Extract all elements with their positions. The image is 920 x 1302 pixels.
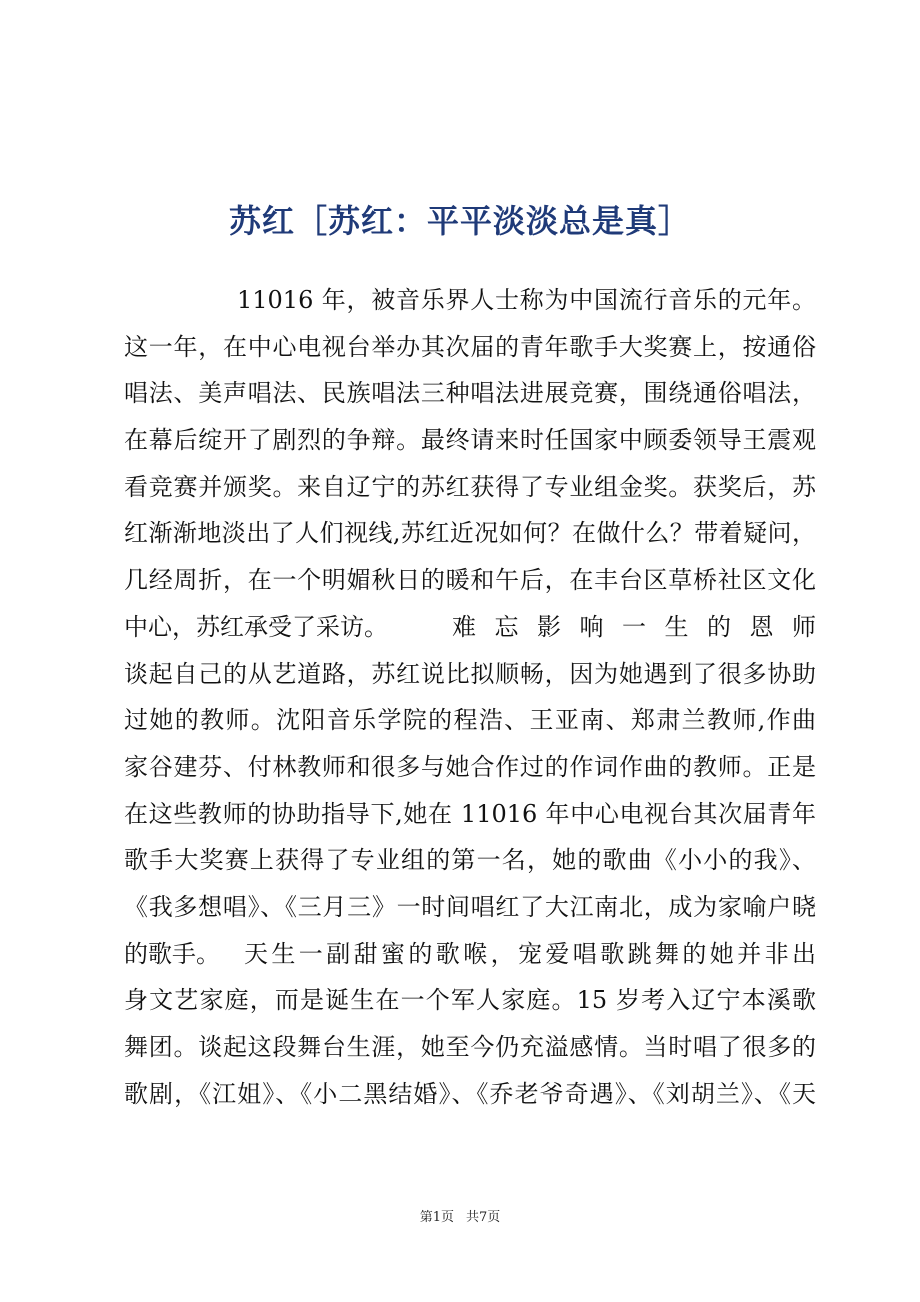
paragraph-text: 这一年，在中心电视台举办其次届的青年歌手大奖赛上，按通俗 — [124, 332, 816, 361]
document-title: 苏红［苏红：平平淡淡总是真］ — [228, 202, 691, 240]
text-line — [124, 464, 816, 511]
paragraph-text: 过她的教师。沈阳音乐学院的程浩、王亚南、郑肃兰教师,作曲 — [124, 706, 816, 735]
document-body — [124, 277, 816, 1117]
text-line — [124, 324, 816, 371]
paragraph-text: 几经周折，在一个明媚秋日的暖和午后，在丰台区草桥社区文化 — [124, 566, 816, 595]
paragraph-text: 11016 年，被音乐界人士称为中国流行音乐的元年。 — [237, 286, 816, 314]
section-heading-text: 难忘影响一生的恩师 — [452, 612, 816, 641]
text-line — [124, 1024, 816, 1071]
paragraph-text: 身文艺家庭，而是诞生在一个军人家庭。15 岁考入辽宁本溪歌 — [124, 986, 816, 1015]
paragraph-text: 中心，苏红承受了采访。 — [124, 612, 388, 641]
text-line — [124, 1071, 816, 1118]
paragraph-text: 家谷建芬、付林教师和很多与她合作过的作词作曲的教师。正是 — [124, 752, 816, 781]
text-line — [124, 977, 816, 1024]
paragraph-text: 天生一副甜蜜的歌喉，宠爱唱歌跳舞的她并非出 — [244, 939, 816, 968]
paragraph-text: 舞团。谈起这段舞台生涯，她至今仍充溢感情。当时唱了很多的 — [124, 1033, 816, 1061]
text-line — [124, 370, 816, 417]
text-line — [124, 931, 816, 978]
text-line — [124, 417, 816, 464]
text-line — [124, 557, 816, 604]
text-line — [124, 697, 816, 744]
paragraph-text: 红渐渐地淡出了人们视线,苏红近况如何？在做什么？带着疑问， — [124, 519, 816, 548]
text-line — [124, 837, 816, 884]
text-line — [124, 791, 816, 838]
text-line — [124, 884, 816, 931]
paragraph-text: 的歌手。 — [124, 939, 220, 968]
text-line — [124, 604, 816, 651]
paragraph-text: 在幕后绽开了剧烈的争辩。最终请来时任国家中顾委领导王震观 — [124, 426, 816, 455]
page-number: 第1页 — [419, 1210, 454, 1225]
paragraph-text: 《我多想唱》、《三月三》一时间唱红了大江南北，成为家喻户晓 — [124, 892, 816, 921]
text-line — [124, 277, 816, 324]
paragraph-text: 谈起自己的从艺道路，苏红说比拟顺畅，因为她遇到了很多协助 — [124, 659, 816, 688]
text-line — [124, 651, 816, 698]
page-total: 共7页 — [466, 1210, 501, 1225]
text-line — [124, 744, 816, 791]
paragraph-text: 在这些教师的协助指导下,她在 11016 年中心电视台其次届青年 — [124, 799, 816, 828]
text-line — [124, 510, 816, 557]
paragraph-text: 看竞赛并颁奖。来自辽宁的苏红获得了专业组金奖。获奖后，苏 — [124, 472, 816, 501]
paragraph-text: 歌手大奖赛上获得了专业组的第一名，她的歌曲《小小的我》、 — [124, 846, 816, 875]
paragraph-text: 唱法、美声唱法、民族唱法三种唱法进展竞赛，围绕通俗唱法， — [124, 379, 816, 408]
page-footer — [0, 1206, 920, 1225]
paragraph-text: 歌剧，《江姐》、《小二黑结婚》、《乔老爷奇遇》、《刘胡兰》、《天 — [124, 1079, 816, 1108]
